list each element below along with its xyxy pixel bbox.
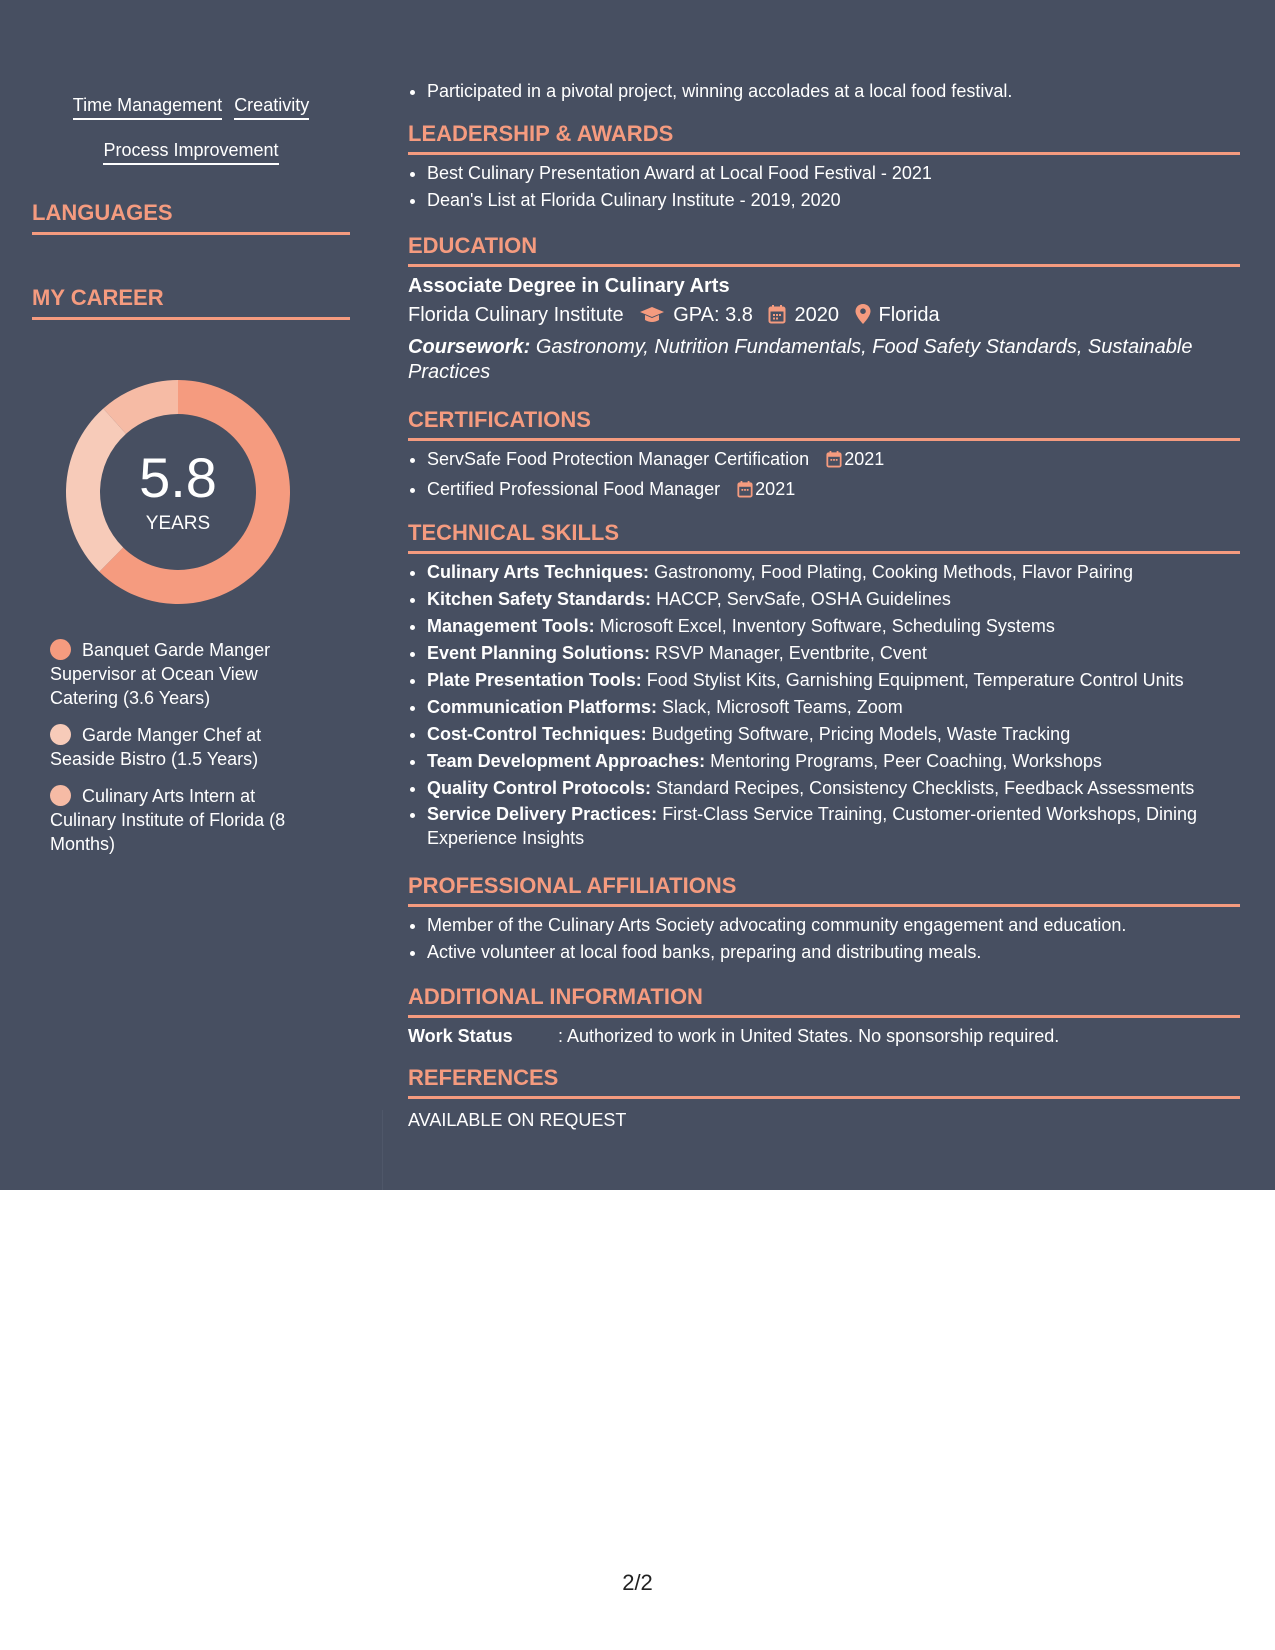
skill-values: HACCP, ServSafe, OSHA Guidelines: [656, 589, 951, 609]
career-item-label: Banquet Garde Manger Supervisor at Ocean View Catering (3.6 Years): [50, 640, 271, 708]
skill-values: Budgeting Software, Pricing Models, Waste Tracking: [651, 724, 1071, 744]
education-heading: EDUCATION: [408, 232, 1240, 267]
legend-dot-icon: [50, 639, 71, 660]
technical-skills-heading: TECHNICAL SKILLS: [408, 519, 1240, 554]
technical-skill-item: [427, 640, 1240, 667]
career-total-years: 5.8: [139, 446, 217, 509]
technical-skill-item: [427, 613, 1240, 640]
references-heading: REFERENCES: [408, 1064, 1240, 1099]
coursework: [408, 335, 1240, 385]
award-item: • Best Culinary Presentation Award at Local Food Festival - 2021: [427, 160, 1240, 187]
languages-heading: LANGUAGES: [32, 200, 350, 235]
career-heading: MY CAREER: [32, 285, 350, 320]
gpa: GPA: 3.8: [673, 304, 753, 326]
sidebar-divider: [382, 1110, 383, 1190]
affiliation-item: • Active volunteer at local food banks, preparing and distributing meals.: [427, 939, 1240, 966]
skill-category: Quality Control Protocols:: [427, 778, 652, 798]
skill-category: Management Tools:: [427, 616, 595, 636]
skill-values: First-Class Service Training, Customer-oriented Workshops, Dining Experience Insights: [427, 804, 1198, 848]
skill-tag: Creativity: [234, 93, 309, 120]
career-item-label: Culinary Arts Intern at Culinary Institute of Florida (8 Months): [50, 786, 286, 854]
technical-skill-item: [427, 775, 1240, 802]
degree-title: Associate Degree in Culinary Arts: [408, 275, 730, 297]
certification-year: 2021: [755, 479, 796, 499]
technical-skill-item: [427, 559, 1240, 586]
skill-values: Standard Recipes, Consistency Checklists, Feedback Assessments: [656, 778, 1195, 798]
coursework-list: Gastronomy, Nutrition Fundamentals, Food Safety Standards, Sustainable Practices: [408, 336, 1193, 383]
skill-category: Event Planning Solutions:: [427, 643, 651, 663]
experience-bullet: • Participated in a pivotal project, winning accolades at a local food festival.: [427, 78, 1240, 105]
school-location: Florida: [878, 304, 940, 326]
career-item-label: Garde Manger Chef at Seaside Bistro (1.5 Years): [50, 725, 262, 769]
skill-category: Plate Presentation Tools:: [427, 670, 642, 690]
calendar-icon: [768, 303, 786, 333]
skill-category: Team Development Approaches:: [427, 751, 706, 771]
sidebar: [0, 0, 382, 1190]
calendar-icon: [737, 479, 753, 506]
certification-year: 2021: [844, 449, 885, 469]
location-pin-icon: [855, 303, 871, 333]
technical-skill-item: [427, 586, 1240, 613]
additional-info-section: [408, 983, 1240, 1049]
references-text: AVAILABLE ON REQUEST: [408, 1110, 627, 1130]
affiliation-item: • Member of the Culinary Arts Society advocating community engagement and education.: [427, 912, 1240, 939]
certifications-heading: CERTIFICATIONS: [408, 406, 1240, 441]
legend-dot-icon: [50, 724, 71, 745]
education-meta: [408, 300, 1240, 333]
affiliations-section: [408, 872, 1240, 966]
soft-skills-list: [32, 84, 350, 174]
additional-info-heading: ADDITIONAL INFORMATION: [408, 983, 1240, 1018]
career-legend-item: [50, 784, 320, 856]
career-legend-item: [50, 638, 320, 710]
school-name: Florida Culinary Institute: [408, 304, 624, 326]
calendar-icon: [826, 449, 842, 476]
skill-values: RSVP Manager, Eventbrite, Cvent: [655, 643, 927, 663]
skill-values: Microsoft Excel, Inventory Software, Scheduling Systems: [599, 616, 1055, 636]
technical-skill-item: [427, 694, 1240, 721]
coursework-label: Coursework:: [408, 336, 531, 358]
technical-skill-item: [427, 721, 1240, 748]
legend-dot-icon: [50, 785, 71, 806]
certification-name: ServSafe Food Protection Manager Certification: [427, 449, 810, 469]
page-number: 2/2: [622, 1570, 653, 1595]
technical-skills-section: [408, 519, 1240, 850]
work-status-row: [408, 1023, 1240, 1049]
work-status-value: : Authorized to work in United States. No sponsorship required.: [558, 1026, 1060, 1046]
career-total-unit: YEARS: [145, 513, 211, 534]
technical-skill-item: [427, 748, 1240, 775]
skill-category: Cost-Control Techniques:: [427, 724, 647, 744]
skill-category: Culinary Arts Techniques:: [427, 562, 650, 582]
certification-name: Certified Professional Food Manager: [427, 479, 721, 499]
experience-continued: [408, 78, 1240, 105]
technical-skill-item: [427, 802, 1240, 850]
career-legend: [50, 638, 320, 869]
certification-item: [427, 446, 1240, 476]
career-legend-item: [50, 723, 320, 771]
award-item: • Dean's List at Florida Culinary Institute - 2019, 2020: [427, 187, 1240, 214]
skill-values: Gastronomy, Food Plating, Cooking Methods, Flavor Pairing: [654, 562, 1133, 582]
skill-tag: Time Management: [73, 93, 222, 120]
graduation-year: 2020: [794, 304, 839, 326]
certification-item: [427, 476, 1240, 506]
references-section: [408, 1064, 1240, 1133]
skill-values: Slack, Microsoft Teams, Zoom: [662, 697, 903, 717]
skill-category: Service Delivery Practices:: [427, 804, 658, 824]
leadership-heading: LEADERSHIP & AWARDS: [408, 120, 1240, 155]
graduation-cap-icon: [639, 303, 665, 333]
work-status-label: Work Status: [408, 1026, 513, 1046]
skill-values: Food Stylist Kits, Garnishing Equipment, Temperature Control Units: [646, 670, 1184, 690]
education-section: [408, 232, 1240, 385]
leadership-section: [408, 120, 1240, 214]
skill-tag: Process Improvement: [103, 138, 278, 165]
technical-skill-item: [427, 667, 1240, 694]
affiliations-heading: PROFESSIONAL AFFILIATIONS: [408, 872, 1240, 907]
certifications-section: [408, 406, 1240, 506]
skill-category: Kitchen Safety Standards:: [427, 589, 652, 609]
skill-values: Mentoring Programs, Peer Coaching, Workshops: [710, 751, 1102, 771]
skill-category: Communication Platforms:: [427, 697, 658, 717]
